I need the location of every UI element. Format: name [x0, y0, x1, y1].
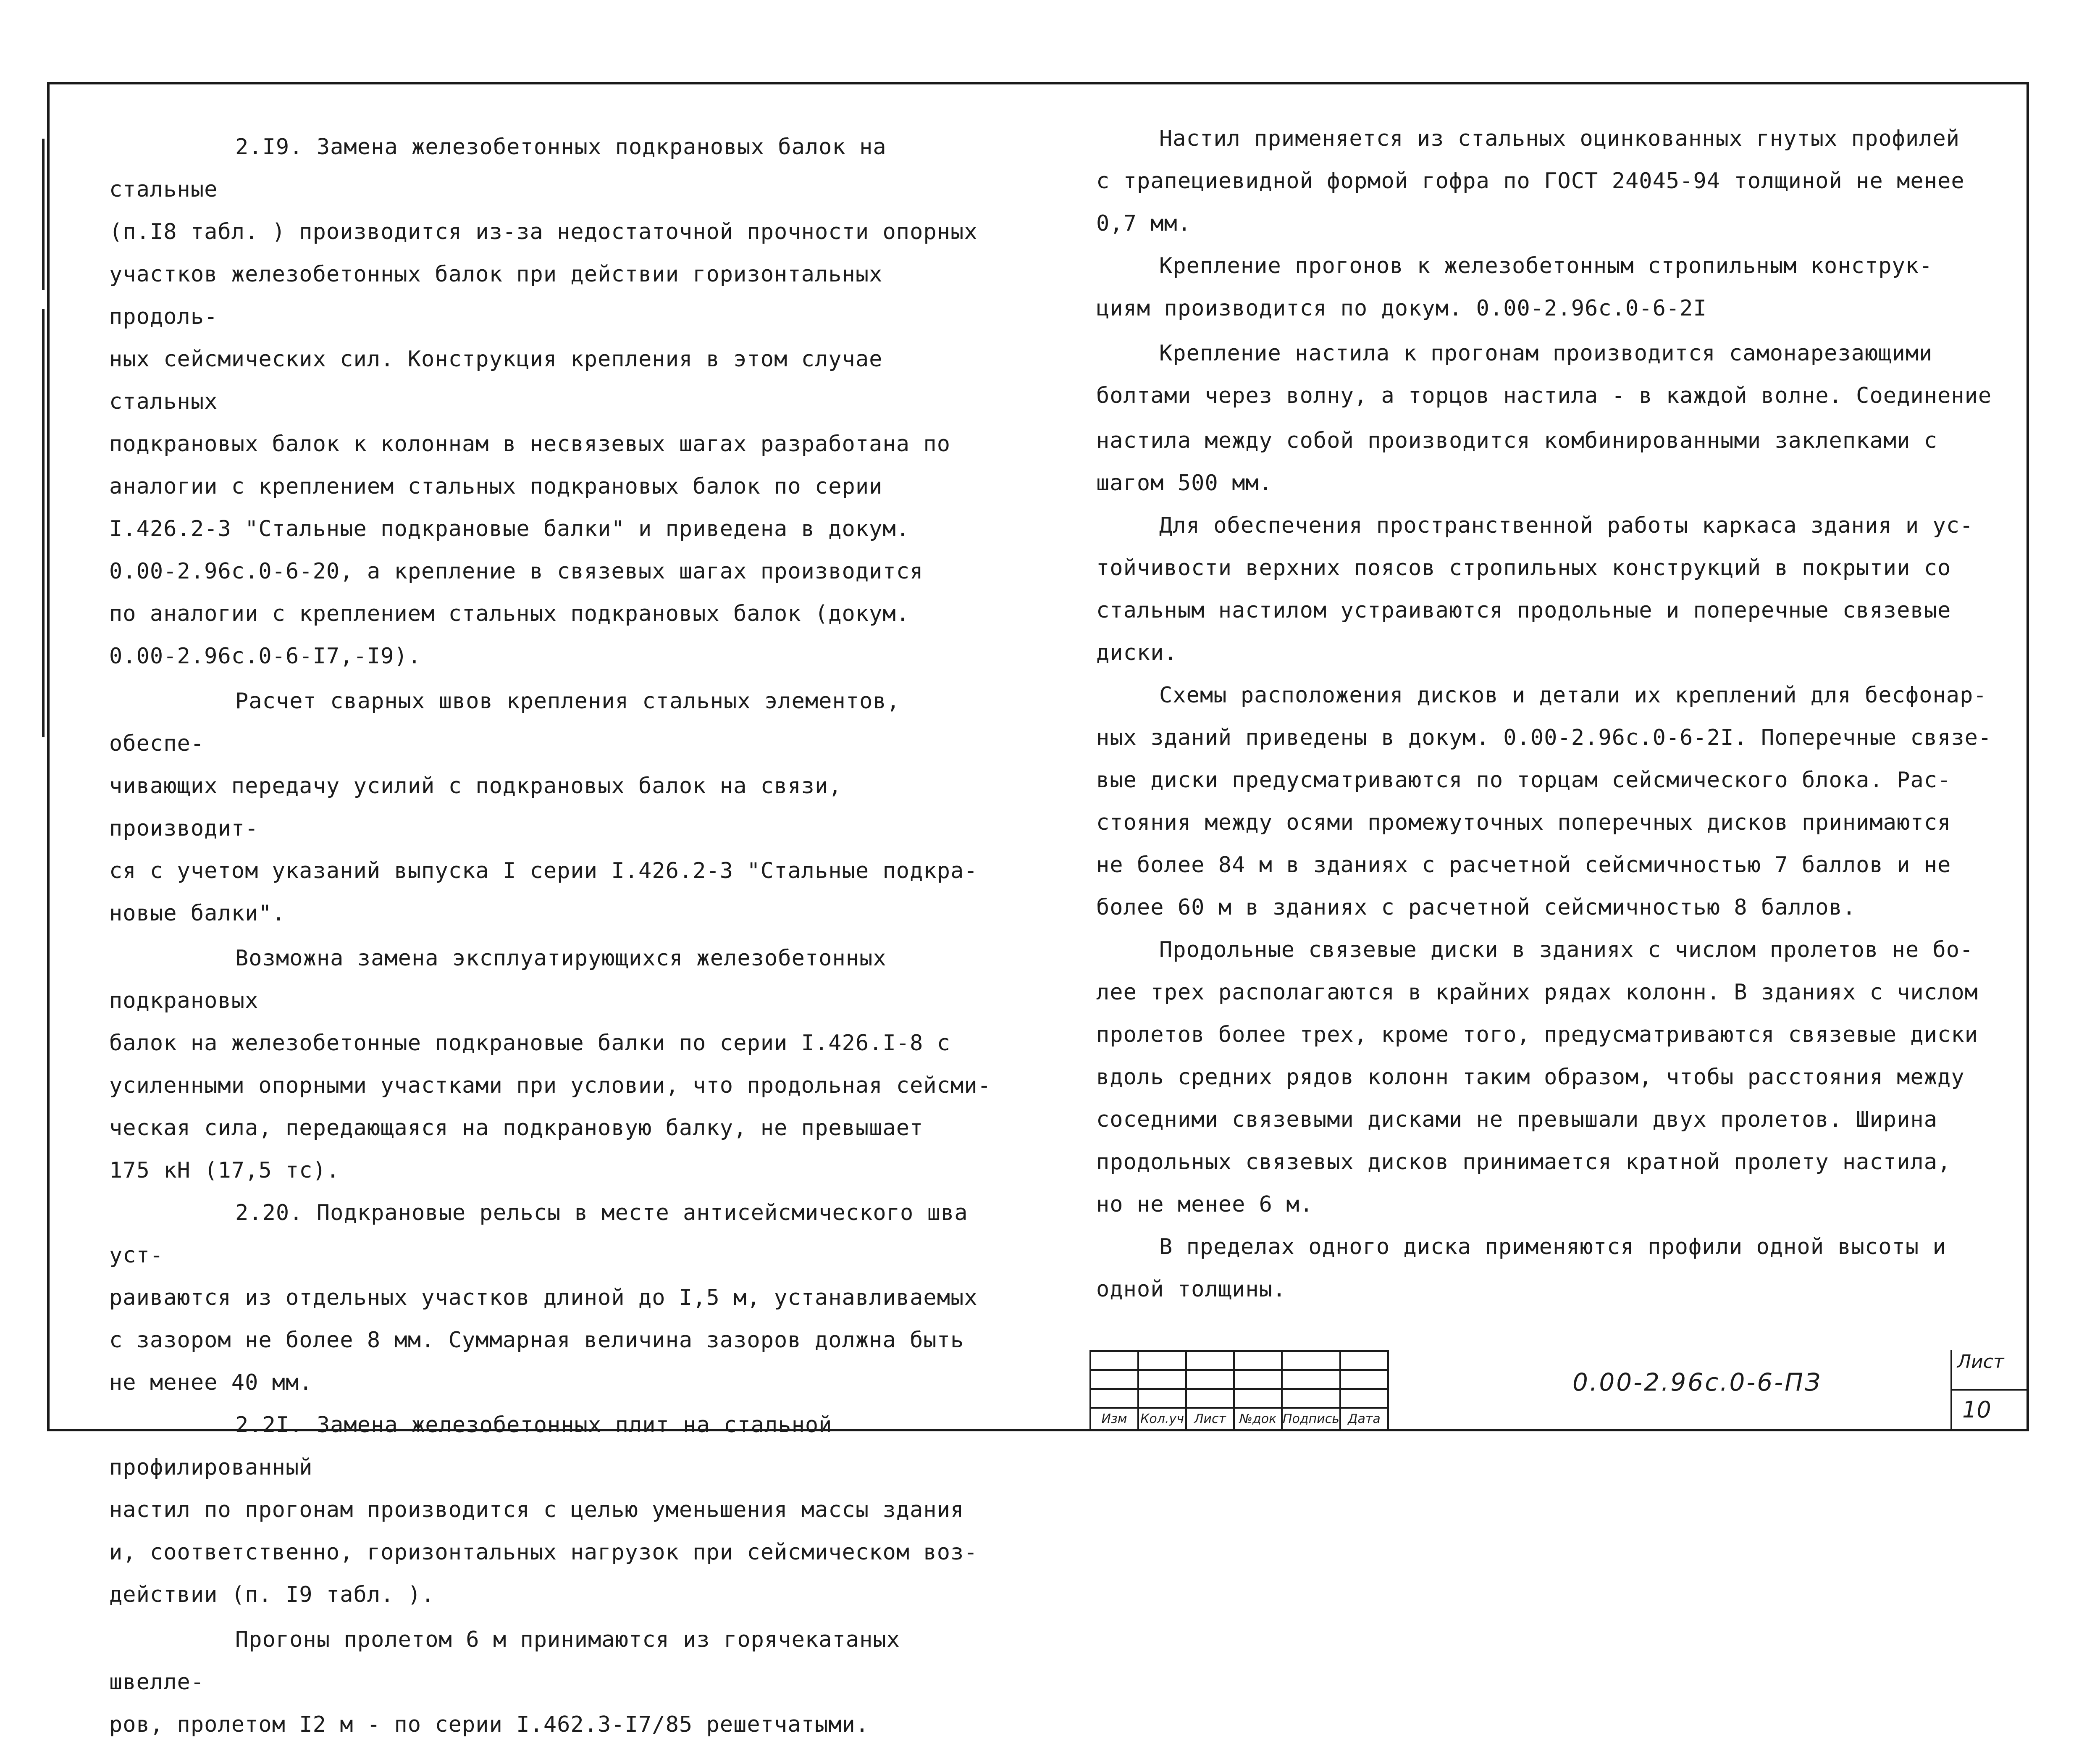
paragraph-line: ров, пролетом I2 м - по серии I.462.3-I7/85 решетчатыми. [109, 1712, 869, 1737]
paragraph-line: Возможна замена эксплуатирующихся железобетонных подкрановых [109, 946, 887, 1013]
title-block-divider [1950, 1350, 1952, 1431]
paragraph-line: по аналогии с креплением стальных подкрановых балок (докум. [109, 601, 910, 626]
paragraph-line: Крепление прогонов к железобетонным стропильным конструк- [1159, 253, 1933, 279]
col-signature: Подпись [1282, 1408, 1340, 1430]
margin-mark [42, 309, 45, 737]
paragraph-line: не более 84 м в зданиях с расчетной сейсмичностью 7 баллов и не [1096, 852, 1951, 878]
paragraph-line: Настил применяется из стальных оцинкованных гнутых профилей [1159, 126, 1960, 151]
paragraph-line: не менее 40 мм. [109, 1370, 313, 1395]
title-block-divider [1950, 1389, 2029, 1391]
paragraph-line: циям производится по докум. 0.00-2.96с.0-6-2I [1096, 296, 1707, 321]
paragraph-line: 175 кН (17,5 тс). [109, 1158, 340, 1183]
paragraph-line: с трапециевидной формой гофра по ГОСТ 24045-94 толщиной не менее [1096, 168, 1965, 194]
paragraph-line: 0.00-2.96с.0-6-I7,-I9). [109, 644, 422, 669]
col-quantity: Кол.уч [1138, 1408, 1186, 1430]
paragraph-line: но не менее 6 м. [1096, 1192, 1313, 1217]
paragraph-line: ных сейсмических сил. Конструкция крепления в этом случае стальных [109, 347, 883, 414]
margin-mark [42, 139, 45, 290]
paragraph-line: Крепление настила к прогонам производится самонарезающими [1159, 341, 1933, 366]
paragraph-line: болтами через волну, а торцов настила - в каждой волне. Соединение [1096, 383, 1992, 408]
paragraph-line: Для обеспечения пространственной работы каркаса здания и ус- [1159, 513, 1974, 538]
col-change: Изм [1090, 1408, 1138, 1430]
paragraph-line: вдоль средних рядов колонн таким образом, чтобы расстояния между [1096, 1065, 1965, 1090]
right-text-column [1096, 118, 1999, 1311]
paragraph-line: настил по прогонам производится с целью уменьшения массы здания [109, 1497, 964, 1522]
col-sheet: Лист [1186, 1408, 1234, 1430]
paragraph-line: ных зданий приведены в докум. 0.00-2.96с.0-6-2I. Поперечные связе- [1096, 725, 1992, 750]
title-block [1089, 1350, 2029, 1431]
paragraph-line: с зазором не более 8 мм. Суммарная величина зазоров должна быть [109, 1328, 964, 1353]
paragraph-line: и, соответственно, горизонтальных нагрузок при сейсмическом воз- [109, 1540, 978, 1565]
paragraph-line: 2.I9. Замена железобетонных подкрановых балок на стальные [109, 134, 887, 202]
paragraph-line: пролетов более трех, кроме того, предусматриваются связевые диски [1096, 1022, 1978, 1047]
paragraph-line: 0.00-2.96с.0-6-20, а крепление в связевых шагах производится [109, 559, 924, 584]
paragraph-line: Прогоны пролетом 6 м принимаются из горячекатаных швелле- [109, 1627, 900, 1695]
sheet-number: 10 [1962, 1396, 1991, 1423]
col-doc-number: №док [1234, 1408, 1282, 1430]
paragraph-line: 2.2I. Замена железобетонных плит на стальной профилированный [109, 1412, 832, 1480]
paragraph-line: ческая сила, передающаяся на подкрановую балку, не превышает [109, 1115, 924, 1141]
revision-table [1089, 1350, 1389, 1430]
paragraph-line: подкрановых балок к колоннам в несвязевых шагах разработана по [109, 431, 951, 457]
paragraph-line: В пределах одного диска применяются профили одной высоты и [1159, 1234, 1946, 1260]
paragraph-line: Расчет сварных швов крепления стальных элементов, обеспе- [109, 689, 900, 756]
paragraph-line: 0,7 мм. [1096, 211, 1192, 236]
paragraph-line: I.426.2-3 "Стальные подкрановые балки" и приведена в докум. [109, 516, 910, 542]
paragraph-line: участков железобетонных балок при действии горизонтальных продоль- [109, 262, 883, 329]
paragraph-line: вые диски предусматриваются по торцам сейсмического блока. Рас- [1096, 768, 1951, 793]
paragraph-line: балок на железобетонные подкрановые балки по серии I.426.I-8 с [109, 1031, 951, 1056]
paragraph-line: (п.I8 табл. ) производится из-за недостаточной прочности опорных [109, 219, 978, 245]
paragraph-line: диски. [1096, 640, 1178, 665]
sheet-label: Лист [1957, 1351, 2004, 1373]
paragraph-line: действии (п. I9 табл. ). [109, 1582, 435, 1607]
paragraph-line: Схемы расположения дисков и детали их креплений для бесфонар- [1159, 683, 1987, 708]
paragraph-line: Продольные связевые диски в зданиях с числом пролетов не бо- [1159, 937, 1974, 962]
paragraph-line: ся с учетом указаний выпуска I серии I.426.2-3 "Стальные подкра- [109, 858, 978, 884]
paragraph-line: продольных связевых дисков принимается кратной пролету настила, [1096, 1149, 1951, 1175]
document-code: 0.00-2.96с.0-6-ПЗ [1572, 1368, 1822, 1396]
col-date: Дата [1340, 1408, 1388, 1430]
paragraph-line: более 60 м в зданиях с расчетной сейсмичностью 8 баллов. [1096, 895, 1856, 920]
paragraph-line: настила между собой производится комбинированными заклепками с [1096, 428, 1938, 453]
paragraph-line: раиваются из отдельных участков длиной до I,5 м, устанавливаемых [109, 1285, 978, 1310]
paragraph-line: новые балки". [109, 901, 286, 926]
paragraph-line: шагом 500 мм. [1096, 471, 1273, 496]
paragraph-line: стояния между осями промежуточных поперечных дисков принимаются [1096, 810, 1951, 835]
paragraph-line: соседними связевыми дисками не превышали двух пролетов. Ширина [1096, 1107, 1938, 1132]
paragraph-line: усиленными опорными участками при условии, что продольная сейсми- [109, 1073, 991, 1098]
paragraph-line: чивающих передачу усилий с подкрановых балок на связи, производит- [109, 773, 842, 841]
paragraph-line: стальным настилом устраиваются продольные и поперечные связевые [1096, 598, 1951, 623]
paragraph-line: 2.20. Подкрановые рельсы в месте антисейсмического шва уст- [109, 1200, 968, 1268]
paragraph-line: тойчивости верхних поясов стропильных конструкций в покрытии со [1096, 555, 1951, 581]
paragraph-line: лее трех располагаются в крайних рядах колонн. В зданиях с числом [1096, 980, 1978, 1005]
paragraph-line: аналогии с креплением стальных подкрановых балок по серии [109, 474, 883, 499]
paragraph-line: одной толщины. [1096, 1277, 1286, 1302]
